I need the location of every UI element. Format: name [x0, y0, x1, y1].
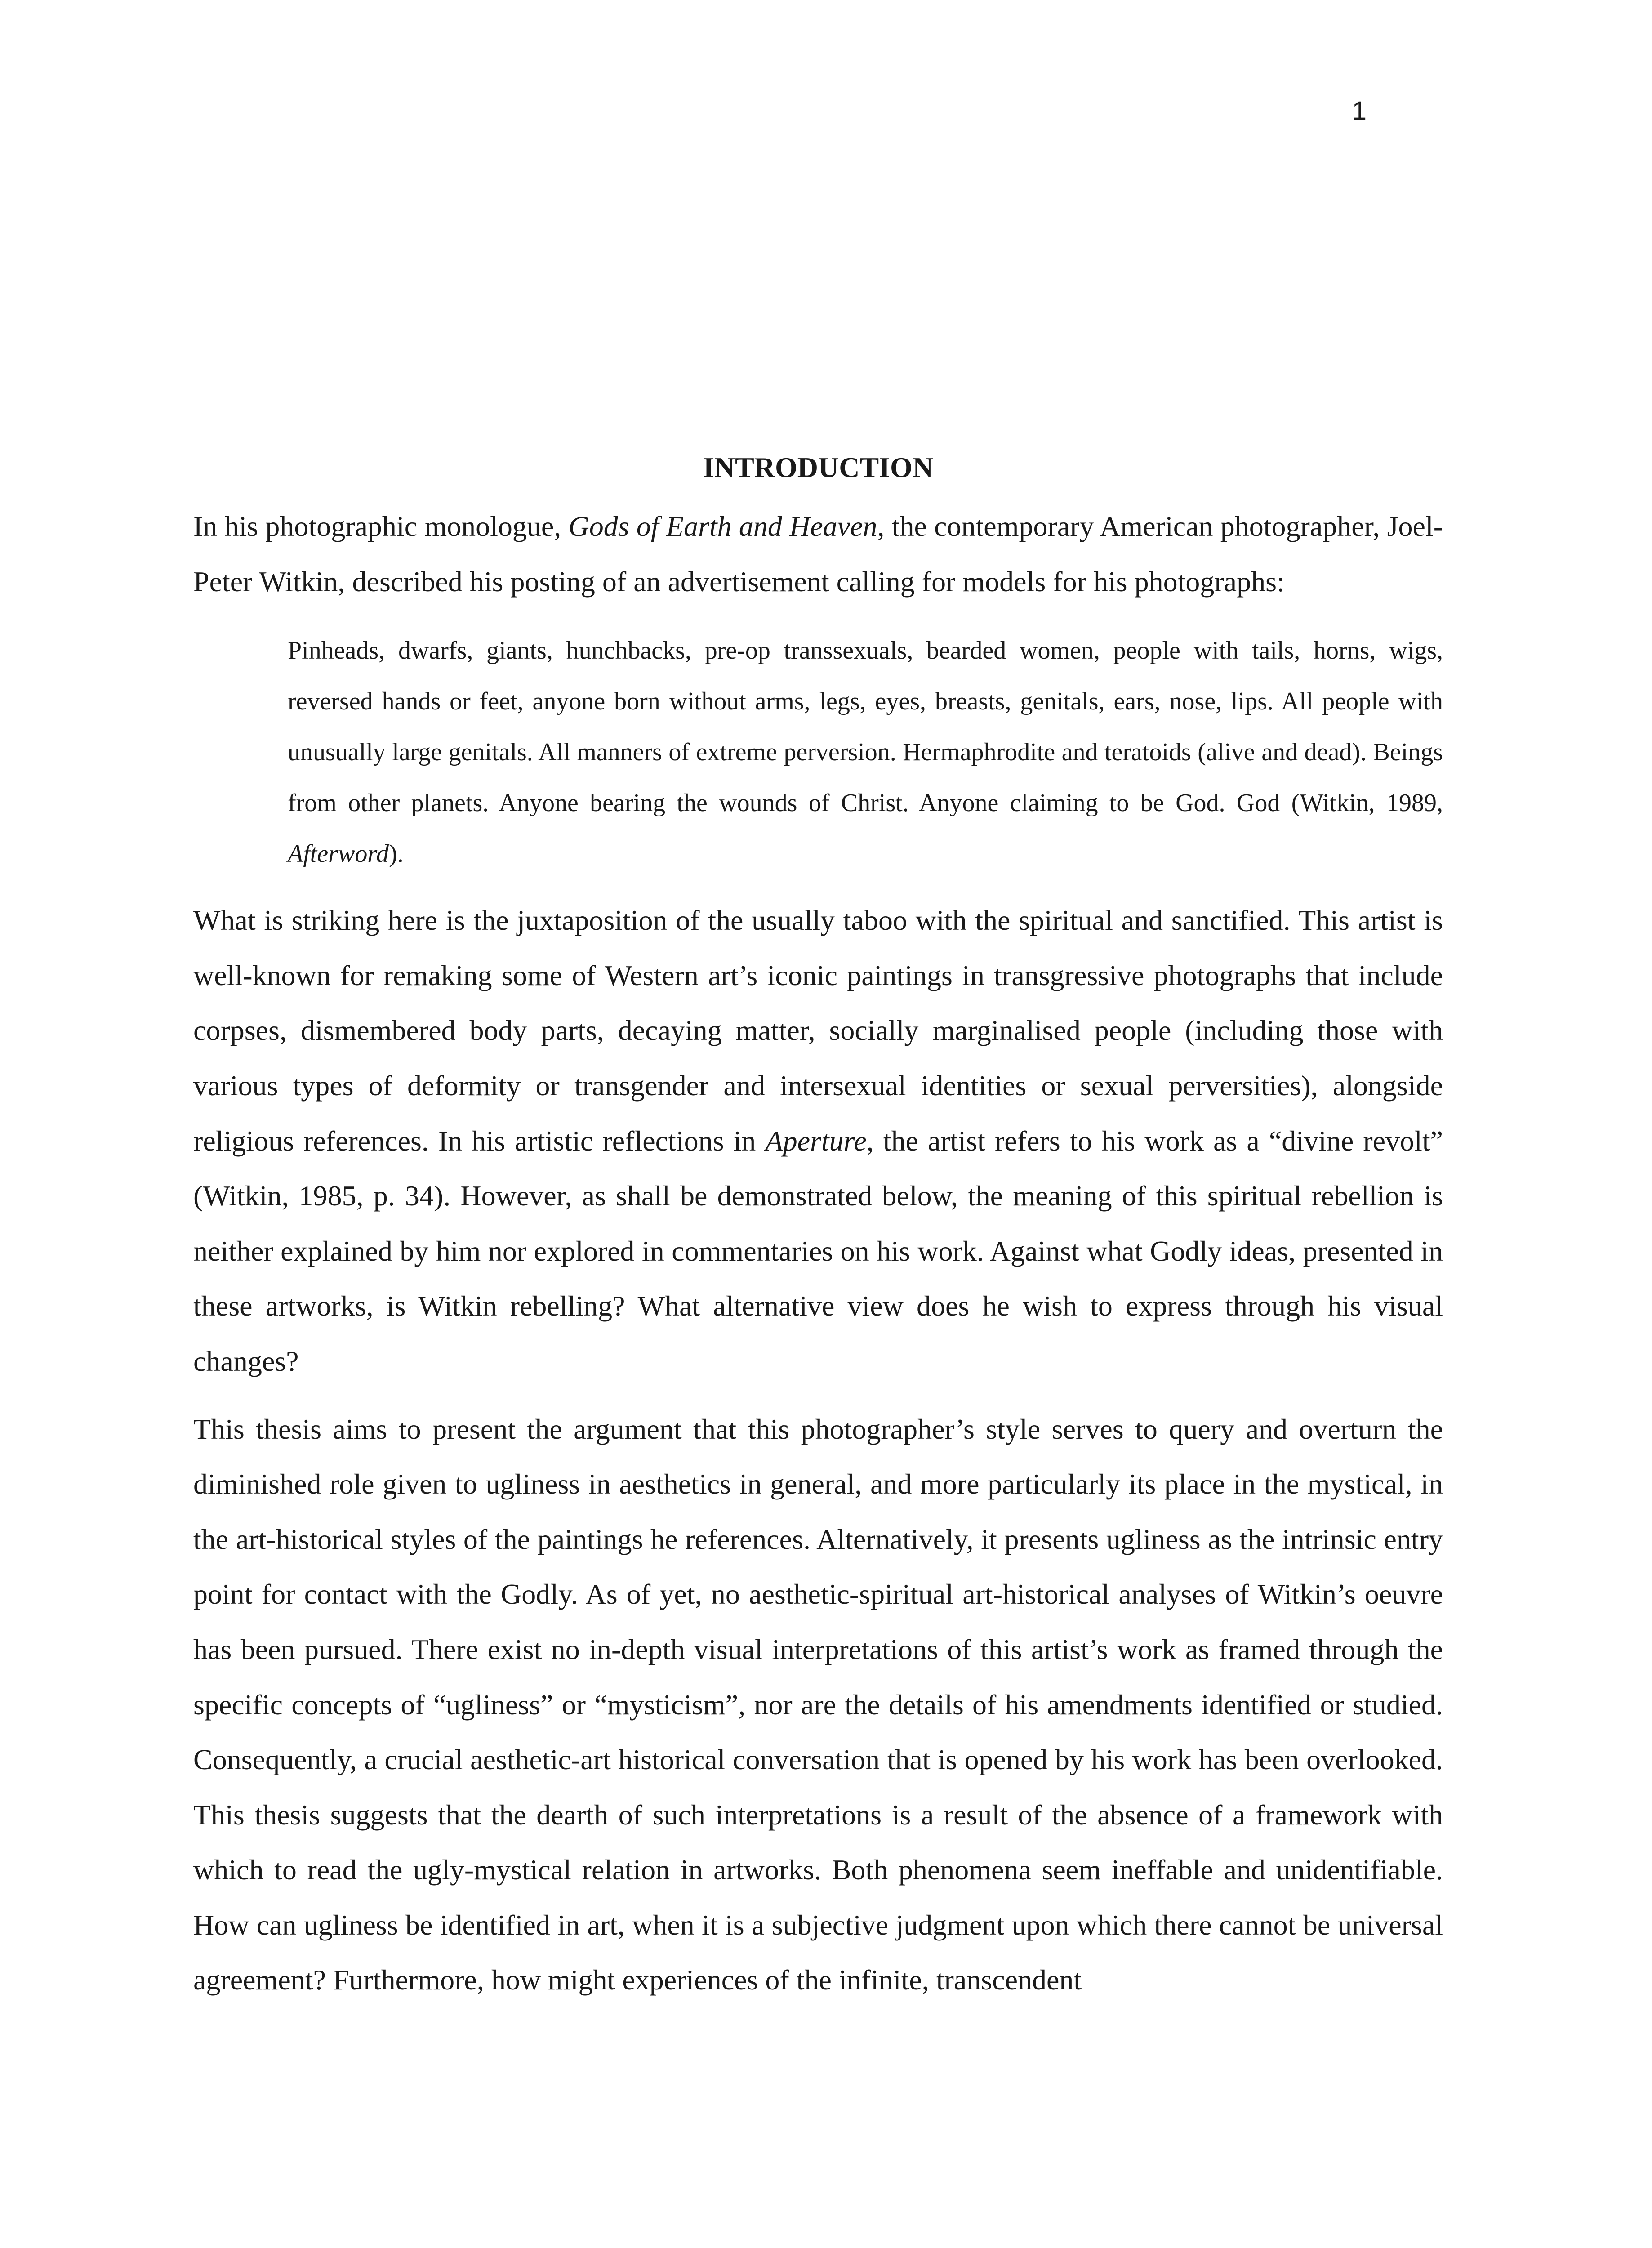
block-quote-text [288, 625, 1443, 879]
book-title: Gods of Earth and Heaven [568, 510, 877, 542]
journal-title: Aperture [765, 1124, 867, 1157]
block-quote-end: ). [389, 840, 404, 868]
paragraph-intro-text-2: , the contemporary American photographer, Joel-Peter Witkin, described his posting of an advertisement calling for models for his photographs: [193, 510, 1443, 598]
paragraph-thesis: This thesis aims to present the argument that this photographer’s style serves to query and overturn the diminished role given to ugliness in aesthetics in general, and more particularly its place in the mystical, in the art-historical styles of the paintings he references. Alternatively, it presents ugliness as the intrinsic entry point for contact with the Godly. As of yet, no aesthetic-spiritual art-historical analyses of Witkin’s oeuvre has been pursued. There exist no in-depth visual interpretations of this artist’s work as framed through the specific concepts of “ugliness” or “mysticism”, nor are the details of his amendments identified or studied. Consequently, a crucial aesthetic-art historical conversation that is opened by his work has been overlooked. This thesis suggests that the dearth of such interpretations is a result of the absence of a framework with which to read the ugly-mystical relation in artworks. Both phenomena seem ineffable and unidentifiable. How can ugliness be identified in art, when it is a subjective judgment upon which there cannot be universal agreement? Furthermore, how might experiences of the infinite, transcendent [193, 1413, 1443, 1996]
paragraph-intro [193, 499, 1443, 609]
document-body [193, 445, 1443, 2008]
block-quote [288, 625, 1443, 879]
paragraph-juxtaposition [193, 893, 1443, 1389]
page-number: 1 [1352, 96, 1367, 125]
paragraph-juxtaposition-text-1: What is striking here is the juxtaposition of the usually taboo with the spiritual and sanctified. This artist is well-known for remaking some of Western art’s iconic paintings in transgressive photographs that include corpses, dismembered body parts, decaying matter, socially marginalised people (including those with various types of deformity or transgender and intersexual identities or sexual perversities), alongside religious references. In his artistic reflections in [193, 904, 1443, 1157]
paragraph-intro-text-1: In his photographic monologue, [193, 510, 569, 542]
quote-source-title: Afterword [288, 840, 389, 868]
section-heading: INTRODUCTION [703, 451, 934, 483]
block-quote-body: Pinheads, dwarfs, giants, hunchbacks, pre-op transsexuals, bearded women, people with tails, horns, wigs, reversed hands or feet, anyone born without arms, legs, eyes, breasts, genitals, ears, nose, lips. All people with unusually large genitals. All manners of extreme perversion. Hermaphrodite and teratoids (alive and dead). Beings from other planets. Anyone bearing the wounds of Christ. Anyone claiming to be God. God (Witkin, 1989, [288, 637, 1443, 817]
paragraph-juxtaposition-text-2: , the artist refers to his work as a “divine revolt” (Witkin, 1985, p. 34). However, as shall be demonstrated below, the meaning of this spiritual rebellion is neither explained by him nor explored in commentaries on his work. Against what Godly ideas, presented in these artworks, is Witkin rebelling? What alternative view does he wish to express through his visual changes? [193, 1124, 1443, 1377]
